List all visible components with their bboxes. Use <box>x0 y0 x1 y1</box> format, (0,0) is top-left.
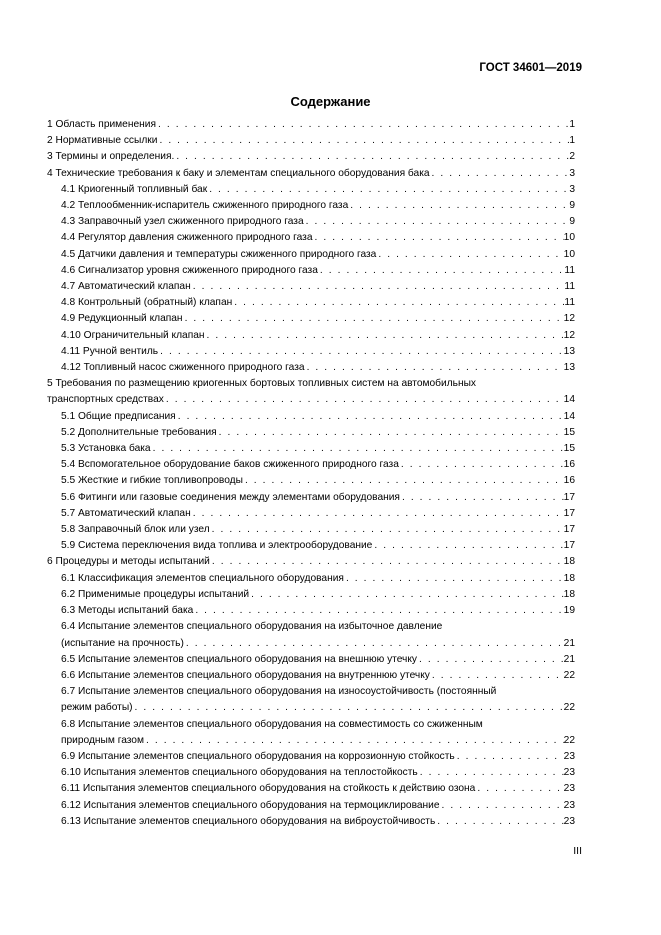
toc-entry[interactable] <box>47 214 575 230</box>
dot-leader <box>430 668 564 684</box>
toc-entry-title: 5.5 Жесткие и гибкие топливопроводы <box>61 475 243 487</box>
toc-entry-title: 6.2 Применимые процедуры испытаний <box>61 588 250 600</box>
dot-leader <box>191 506 564 522</box>
toc-entry[interactable] <box>47 457 575 473</box>
toc-entry-title: 4.6 Сигнализатор уровня сжиженного природного газа <box>61 264 318 276</box>
toc-entry[interactable] <box>47 279 575 295</box>
toc-entry-page: 22 <box>563 669 575 681</box>
toc-entry[interactable] <box>47 668 575 684</box>
dot-leader <box>210 522 564 538</box>
dot-leader <box>232 295 564 311</box>
toc-entry-title: 5.7 Автоматический клапан <box>61 507 191 519</box>
toc-entry-title: 4.5 Датчики давления и температуры сжиженного природного газа <box>61 248 377 260</box>
toc-entry[interactable] <box>47 360 575 376</box>
toc-entry[interactable] <box>47 814 575 830</box>
page-title: Содержание <box>290 94 371 109</box>
toc-entry[interactable] <box>47 117 575 133</box>
toc-entry-page: 2 <box>569 151 575 163</box>
toc-entry-page: 16 <box>563 475 575 487</box>
toc-entry-title: 5.3 Установка бака <box>61 443 151 455</box>
dot-leader <box>207 182 569 198</box>
toc-entry-title: 4 Технические требования к баку и элементам специального оборудования бака <box>47 167 430 179</box>
dot-leader <box>418 765 564 781</box>
dot-leader <box>313 230 564 246</box>
toc-entry[interactable] <box>47 441 575 457</box>
toc-entry[interactable] <box>47 684 575 716</box>
toc-entry-title: 6.10 Испытания элементов специального оборудования на теплостойкость <box>61 767 418 779</box>
toc-entry-title: 6.11 Испытания элементов специального оборудования на стойкость к действию озона <box>61 783 476 795</box>
toc-entry-page: 17 <box>563 540 575 552</box>
toc-entry-page: 17 <box>563 507 575 519</box>
toc-entry-page: 23 <box>563 750 575 762</box>
toc-entry-title: 5.4 Вспомогательное оборудование баков сжиженного природного газа <box>61 459 399 471</box>
toc-entry-title: (испытание на прочность) <box>61 637 184 649</box>
dot-leader <box>191 279 565 295</box>
dot-leader <box>174 149 569 165</box>
toc-entry-page: 12 <box>563 329 575 341</box>
toc-entry-title: 4.11 Ручной вентиль <box>61 345 159 357</box>
toc-entry-title: 2 Нормативные ссылки <box>47 135 158 147</box>
toc-entry-page: 17 <box>563 524 575 536</box>
toc-entry-title-first-line: 6.7 Испытание элементов специального оборудования на износоустойчивость (постоянный <box>61 686 497 698</box>
toc-entry[interactable] <box>47 554 575 570</box>
toc-entry[interactable] <box>47 781 575 797</box>
toc-entry-title-first-line: 6.8 Испытание элементов специального оборудования на совместимость со сжиженным <box>61 718 483 730</box>
toc-entry-title: 6.9 Испытание элементов специального оборудования на коррозионную стойкость <box>61 750 455 762</box>
toc-entry[interactable] <box>47 376 575 408</box>
dot-leader <box>435 814 563 830</box>
dot-leader <box>400 490 564 506</box>
toc-entry-title: режим работы) <box>61 702 133 714</box>
toc-entry-title: 4.9 Редукционный клапан <box>61 313 183 325</box>
toc-entry-title-first-line: 6.4 Испытание элементов специального оборудования на избыточное давление <box>61 621 443 633</box>
toc-entry-page: 16 <box>563 459 575 471</box>
dot-leader <box>144 733 564 749</box>
toc-entry-page: 15 <box>563 443 575 455</box>
toc-entry-page: 23 <box>563 799 575 811</box>
dot-leader <box>249 587 564 603</box>
toc-entry-title: 5.9 Система переключения вида топлива и электрооборудование <box>61 540 373 552</box>
toc-entry-page: 1 <box>569 119 575 130</box>
toc-entry[interactable] <box>47 149 575 165</box>
toc-entry-title: 4.1 Криогенный топливный бак <box>61 183 208 195</box>
toc-entry-page: 11 <box>564 281 575 293</box>
dot-leader <box>417 652 564 668</box>
toc-entry-title: транспортных средствах <box>47 394 164 406</box>
dot-leader <box>193 603 563 619</box>
toc-entry-page: 11 <box>564 264 575 276</box>
toc-entry[interactable] <box>47 166 575 182</box>
toc-entry[interactable] <box>47 538 575 554</box>
dot-leader <box>164 392 564 408</box>
toc-entry[interactable] <box>47 571 575 587</box>
dot-leader <box>176 409 564 425</box>
toc-entry-page: 22 <box>563 734 575 746</box>
toc-entry-page: 14 <box>563 394 575 406</box>
toc-entry-page: 23 <box>563 767 575 779</box>
table-of-contents <box>47 117 575 830</box>
toc-entry-page: 19 <box>563 605 575 617</box>
toc-entry-title: 4.8 Контрольный (обратный) клапан <box>61 297 233 309</box>
toc-entry-title: 6.1 Классификация элементов специального оборудования <box>61 572 344 584</box>
toc-entry-page: 18 <box>563 572 575 584</box>
toc-entry-page: 9 <box>569 200 575 212</box>
toc-entry[interactable] <box>47 619 575 651</box>
toc-entry-title: 5.1 Общие предписания <box>61 410 176 422</box>
toc-entry-page: 15 <box>563 426 575 438</box>
toc-entry-page: 21 <box>563 653 575 665</box>
toc-entry-page: 13 <box>563 345 575 357</box>
toc-entry[interactable] <box>47 133 575 149</box>
dot-leader <box>133 700 564 716</box>
toc-entry[interactable] <box>47 425 575 441</box>
toc-entry[interactable] <box>47 603 575 619</box>
toc-entry-page: 3 <box>569 167 575 179</box>
dot-leader <box>158 344 564 360</box>
toc-entry[interactable] <box>47 198 575 214</box>
toc-entry-title: 4.4 Регулятор давления сжиженного природного газа <box>61 232 313 244</box>
toc-entry[interactable] <box>47 473 575 489</box>
toc-entry[interactable] <box>47 798 575 814</box>
toc-entry-title: 4.12 Топливный насос сжиженного природного газа <box>61 362 305 374</box>
toc-entry[interactable] <box>47 182 575 198</box>
dot-leader <box>344 571 564 587</box>
toc-entry-page: 10 <box>563 232 575 244</box>
toc-entry[interactable] <box>47 765 575 781</box>
dot-leader <box>156 117 569 133</box>
toc-entry-page: 18 <box>563 556 575 568</box>
toc-entry[interactable] <box>47 506 575 522</box>
toc-entry-page: 17 <box>563 491 575 503</box>
toc-entry[interactable] <box>47 490 575 506</box>
toc-entry[interactable] <box>47 344 575 360</box>
toc-entry[interactable] <box>47 409 575 425</box>
toc-entry-page: 3 <box>569 183 575 195</box>
toc-entry-title: 4.10 Ограничительный клапан <box>61 329 205 341</box>
toc-entry-title-first-line: 5 Требования по размещению криогенных бортовых топливных систем на автомобильных <box>47 378 477 390</box>
dot-leader <box>399 457 564 473</box>
toc-entry[interactable] <box>47 328 575 344</box>
toc-entry[interactable] <box>47 587 575 603</box>
toc-entry-title: 4.3 Заправочный узел сжиженного природного газа <box>61 216 304 228</box>
toc-entry-title: 6.3 Методы испытаний бака <box>61 605 194 617</box>
dot-leader <box>455 749 564 765</box>
toc-entry[interactable] <box>47 717 575 749</box>
toc-entry[interactable] <box>47 247 575 263</box>
toc-entry-page: 10 <box>563 248 575 260</box>
toc-entry[interactable] <box>47 311 575 327</box>
toc-entry-title: 5.2 Дополнительные требования <box>61 426 217 438</box>
toc-entry-title: 4.2 Теплообменник-испаритель сжиженного природного газа <box>61 200 349 212</box>
toc-entry-page: 1 <box>569 135 575 147</box>
standard-number: ГОСТ 34601—2019 <box>479 62 582 74</box>
toc-entry-page: 21 <box>563 637 575 649</box>
toc-entry-title: 6.12 Испытания элементов специального оборудования на термоциклирование <box>61 799 440 811</box>
dot-leader <box>205 328 564 344</box>
toc-entry-title: 4.7 Автоматический клапан <box>61 281 191 293</box>
toc-entry-title: 3 Термины и определения. <box>47 151 175 163</box>
dot-leader <box>372 538 563 554</box>
dot-leader <box>304 214 570 230</box>
toc-entry-title: 5.6 Фитинги или газовые соединения между элементами оборудования <box>61 491 400 503</box>
toc-entry-page: 23 <box>563 783 575 795</box>
toc-entry-title: природным газом <box>61 734 144 746</box>
toc-entry-page: 9 <box>569 216 575 228</box>
toc-entry-page: 14 <box>563 410 575 422</box>
dot-leader <box>318 263 565 279</box>
dot-leader <box>305 360 564 376</box>
toc-entry-title: 6.6 Испытание элементов специального оборудования на внутреннюю утечку <box>61 669 430 681</box>
toc-entry-page: 23 <box>563 815 575 827</box>
toc-entry-page: 13 <box>563 362 575 374</box>
toc-entry[interactable] <box>47 522 575 538</box>
toc-entry-page: 12 <box>563 313 575 325</box>
toc-entry[interactable] <box>47 263 575 279</box>
toc-entry-title: 6.13 Испытание элементов специального оборудования на виброустойчивость <box>61 815 436 827</box>
dot-leader <box>157 133 569 149</box>
dot-leader <box>184 636 564 652</box>
toc-entry-page: 22 <box>563 702 575 714</box>
toc-entry-title: 1 Область применения <box>47 119 156 130</box>
dot-leader <box>183 311 564 327</box>
toc-entry-page: 11 <box>564 297 575 309</box>
dot-leader <box>440 798 564 814</box>
toc-entry[interactable] <box>47 295 575 311</box>
dot-leader <box>348 198 569 214</box>
toc-entry-title: 6.5 Испытание элементов специального оборудования на внешнюю утечку <box>61 653 418 665</box>
dot-leader <box>151 441 564 457</box>
dot-leader <box>376 247 563 263</box>
toc-entry[interactable] <box>47 652 575 668</box>
dot-leader <box>210 554 564 570</box>
dot-leader <box>430 166 570 182</box>
toc-entry-title: 5.8 Заправочный блок или узел <box>61 524 210 536</box>
dot-leader <box>475 781 563 797</box>
page-number: III <box>573 845 582 857</box>
toc-entry[interactable] <box>47 749 575 765</box>
dot-leader <box>243 473 564 489</box>
toc-entry-title: 6 Процедуры и методы испытаний <box>47 556 210 568</box>
dot-leader <box>217 425 564 441</box>
toc-entry[interactable] <box>47 230 575 246</box>
toc-entry-page: 18 <box>563 588 575 600</box>
